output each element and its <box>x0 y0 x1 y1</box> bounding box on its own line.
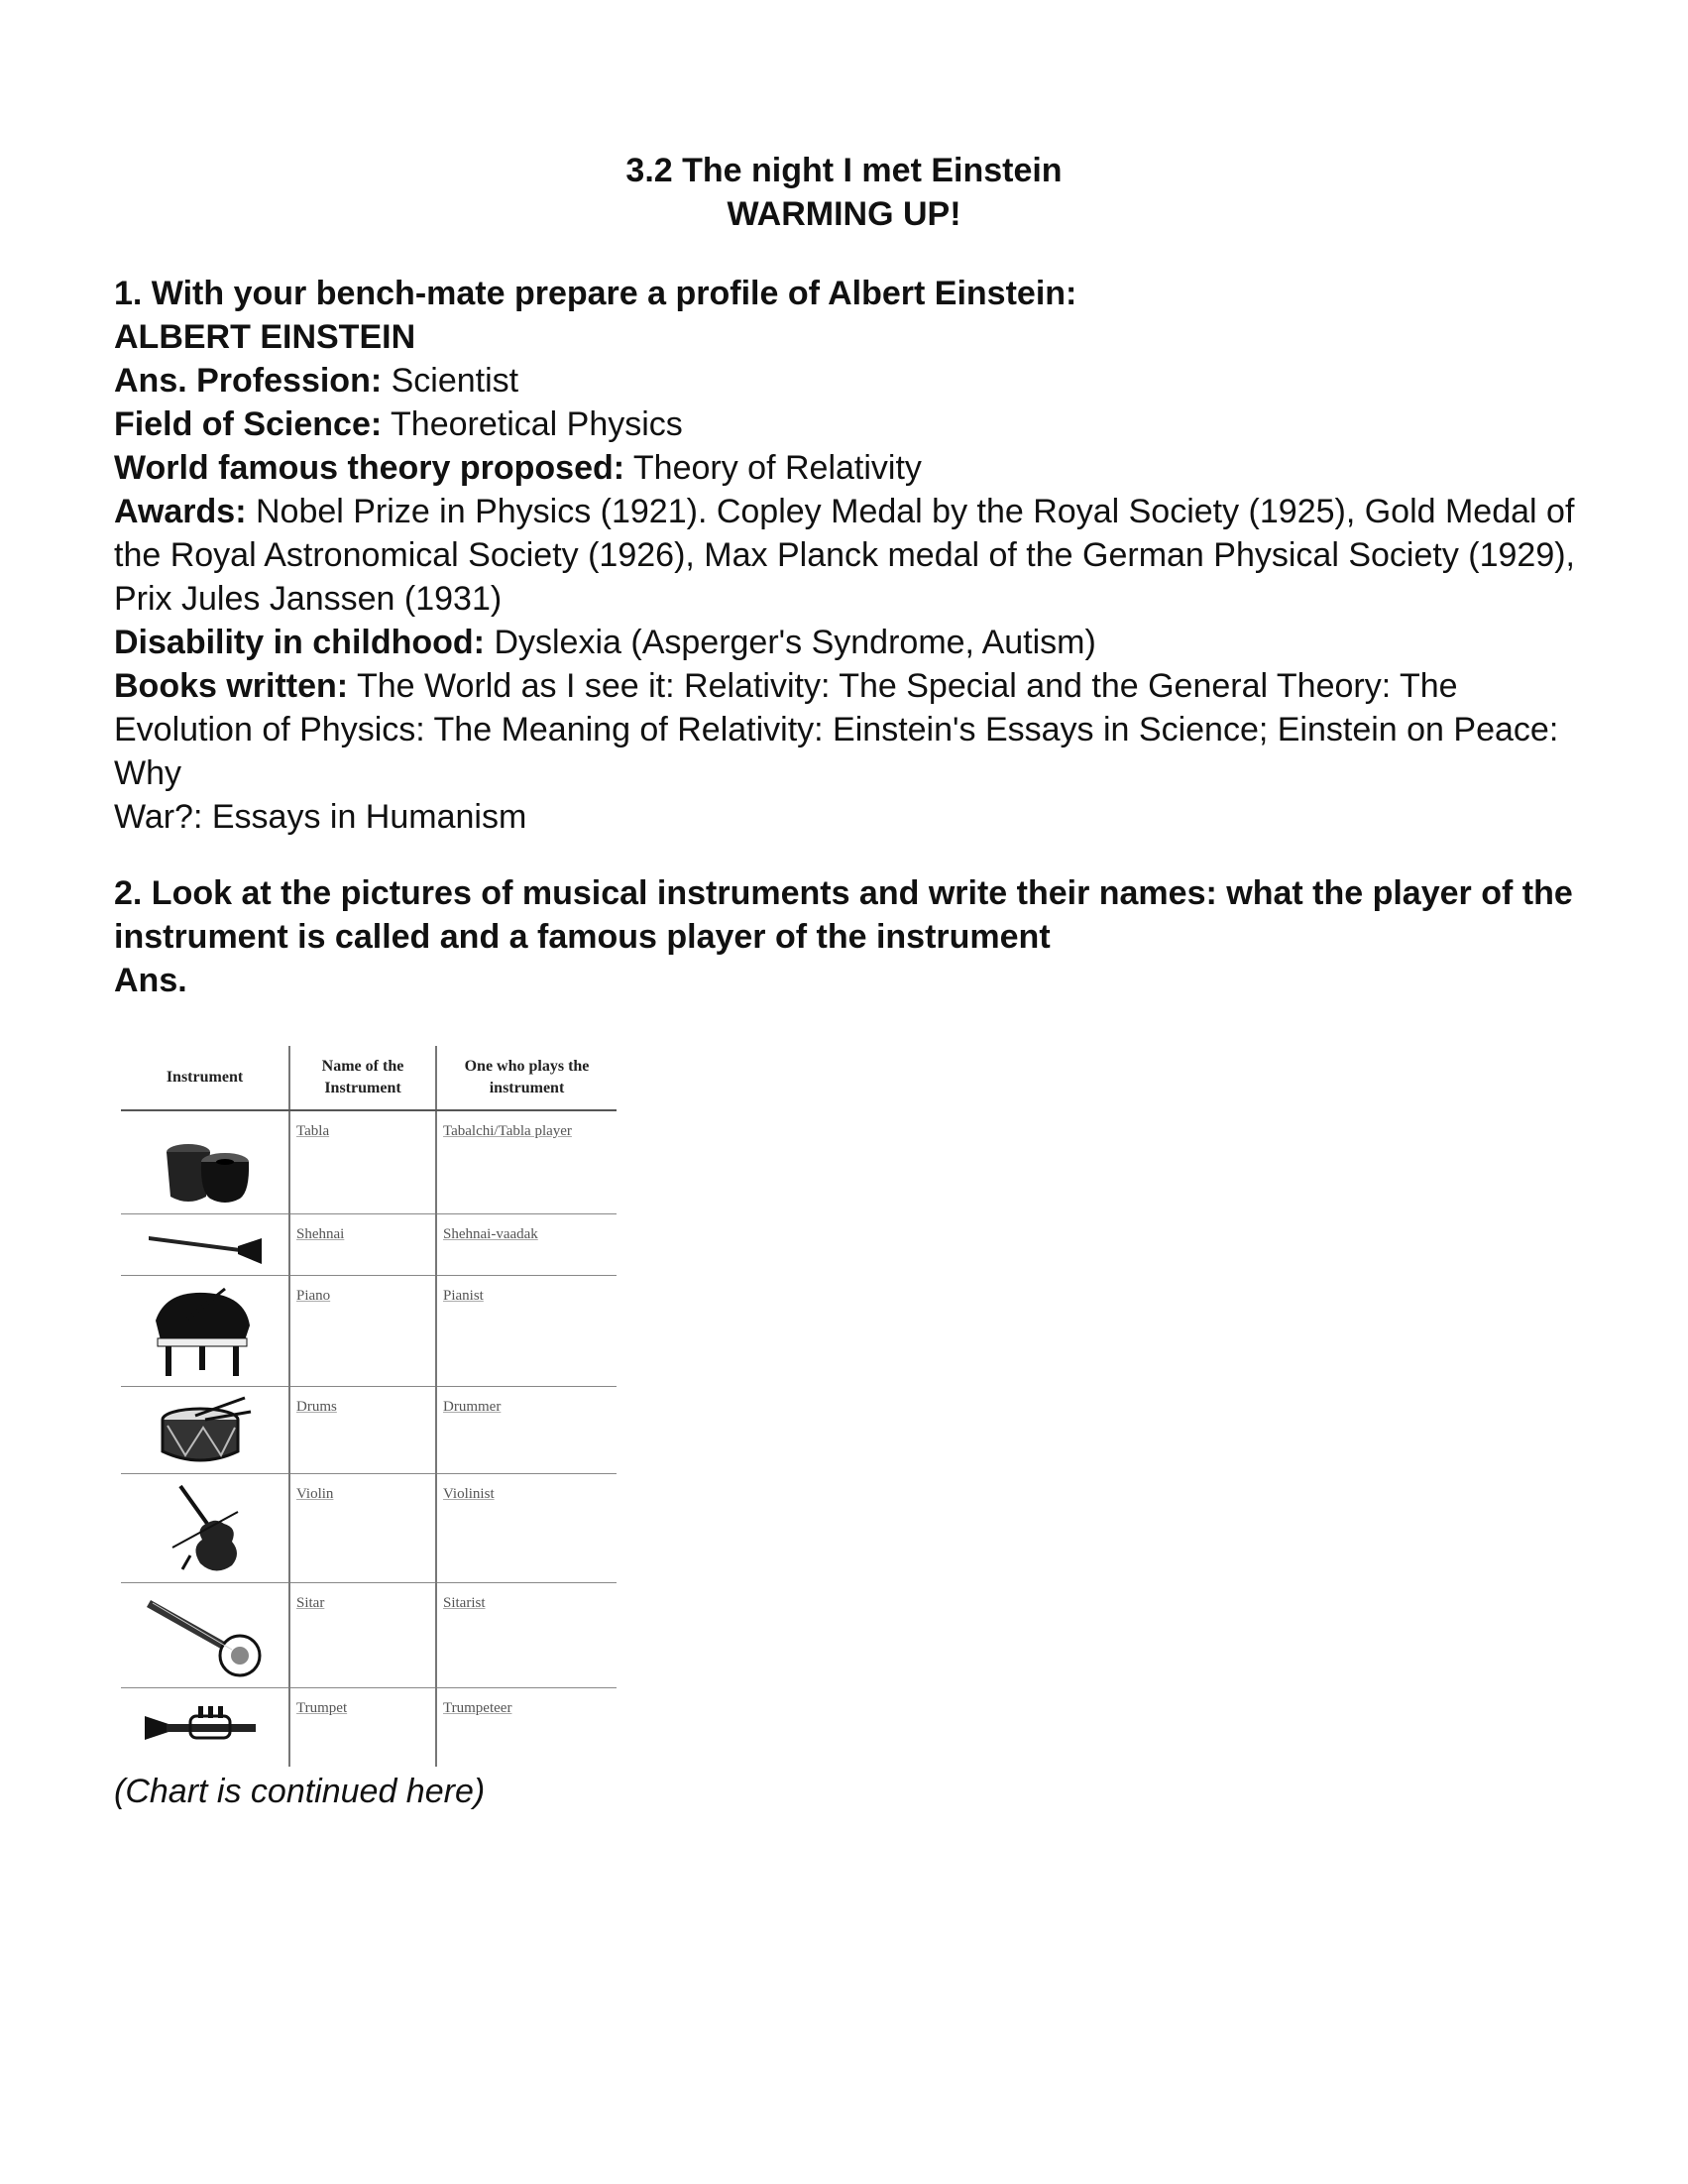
name-cell <box>289 1213 436 1275</box>
question-2: 2. Look at the pictures of musical instruments and write their names: what the player of the instrument is called and a famous player of the instrument <box>114 874 1573 956</box>
table-row <box>121 1110 617 1213</box>
instrument-name: Sitar <box>296 1594 325 1611</box>
table-row <box>121 1275 617 1386</box>
instrument-name: Violin <box>296 1485 334 1502</box>
profile-books-continued: War?: Essays in Humanism <box>114 798 527 836</box>
instrument-cell <box>121 1110 289 1213</box>
player-cell <box>436 1687 617 1767</box>
field-value: Dyslexia (Asperger's Syndrome, Autism) <box>485 624 1096 661</box>
player-name: Tabalchi/Tabla player <box>443 1123 572 1139</box>
instrument-cell <box>121 1213 289 1275</box>
profile-awards <box>114 490 1591 621</box>
instrument-cell <box>121 1473 289 1582</box>
field-value: Theoretical Physics <box>382 405 683 443</box>
instrument-name: Tabla <box>296 1123 330 1139</box>
field-label: Ans. Profession: <box>114 362 383 400</box>
chapter-title: 3.2 The night I met Einstein <box>625 152 1063 189</box>
player-cell <box>436 1110 617 1213</box>
field-label: Field of Science: <box>114 405 383 443</box>
field-label: World famous theory proposed: <box>114 449 625 487</box>
instrument-cell <box>121 1275 289 1386</box>
instrument-cell <box>121 1687 289 1767</box>
sitar-icon <box>141 1590 270 1679</box>
piano-icon <box>146 1281 265 1380</box>
field-label: Disability in childhood: <box>114 624 485 661</box>
answer-label: Ans. <box>114 962 187 999</box>
field-value: The World as I see it: Relativity: The Special and the General Theory: The Evolution of Physics: The Meaning of Relativity: Einstein's Essays in Science; Einstein on Peace: Why <box>114 667 1559 792</box>
field-label: Books written: <box>114 667 349 705</box>
question-2-block <box>114 871 1591 1002</box>
question-1: 1. With your bench-mate prepare a profile of Albert Einstein: <box>114 275 1077 312</box>
table-row <box>121 1213 617 1275</box>
field-value: Theory of Relativity <box>624 449 922 487</box>
header-player: One who plays the instrument <box>436 1046 617 1110</box>
profile-books <box>114 664 1591 795</box>
name-cell <box>289 1687 436 1767</box>
player-name: Shehnai-vaadak <box>443 1225 538 1242</box>
instrument-name: Trumpet <box>296 1699 348 1716</box>
player-cell <box>436 1473 617 1582</box>
trumpet-icon <box>141 1702 270 1752</box>
profile-profession <box>114 359 1591 402</box>
player-cell <box>436 1213 617 1275</box>
instrument-cell <box>121 1386 289 1473</box>
player-name: Trumpeteer <box>443 1699 512 1716</box>
question-1-block <box>114 272 1591 839</box>
profile-subject: ALBERT EINSTEIN <box>114 318 416 356</box>
table-row <box>121 1687 617 1767</box>
instrument-name: Drums <box>296 1398 337 1415</box>
name-cell <box>289 1582 436 1687</box>
section-title: WARMING UP! <box>727 195 961 233</box>
instrument-name: Shehnai <box>296 1225 345 1242</box>
name-cell <box>289 1473 436 1582</box>
drum-icon <box>156 1390 255 1469</box>
player-name: Drummer <box>443 1398 502 1415</box>
name-cell <box>289 1275 436 1386</box>
table-row <box>121 1582 617 1687</box>
field-value: Scientist <box>382 362 519 400</box>
table-row <box>121 1386 617 1473</box>
header-instrument: Instrument <box>121 1046 289 1110</box>
player-cell <box>436 1582 617 1687</box>
player-cell <box>436 1275 617 1386</box>
instrument-cell <box>121 1582 289 1687</box>
field-value: Nobel Prize in Physics (1921). Copley Medal by the Royal Society (1925), Gold Medal of the Royal Astronomical Society (1926), Max Planck medal of the German Physical Society (1929), Prix Jules Janssen (1931) <box>114 493 1576 618</box>
table-header-row <box>121 1046 617 1110</box>
instrument-table <box>121 1046 617 1767</box>
profile-disability <box>114 621 1591 664</box>
name-cell <box>289 1110 436 1213</box>
name-cell <box>289 1386 436 1473</box>
violin-icon <box>161 1478 250 1577</box>
field-label: Awards: <box>114 493 247 530</box>
header-name: Name of the Instrument <box>289 1046 436 1110</box>
table-row <box>121 1473 617 1582</box>
shehnai-icon <box>141 1224 270 1264</box>
player-cell <box>436 1386 617 1473</box>
profile-theory <box>114 446 1591 490</box>
instrument-name: Piano <box>296 1287 331 1304</box>
tabla-icon <box>151 1117 260 1207</box>
profile-field-of-science <box>114 402 1591 446</box>
player-name: Violinist <box>443 1485 495 1502</box>
instrument-chart <box>121 1046 617 1780</box>
player-name: Sitarist <box>443 1594 486 1611</box>
chart-caption: (Chart is continued here) <box>114 1773 486 1810</box>
player-name: Pianist <box>443 1287 484 1304</box>
